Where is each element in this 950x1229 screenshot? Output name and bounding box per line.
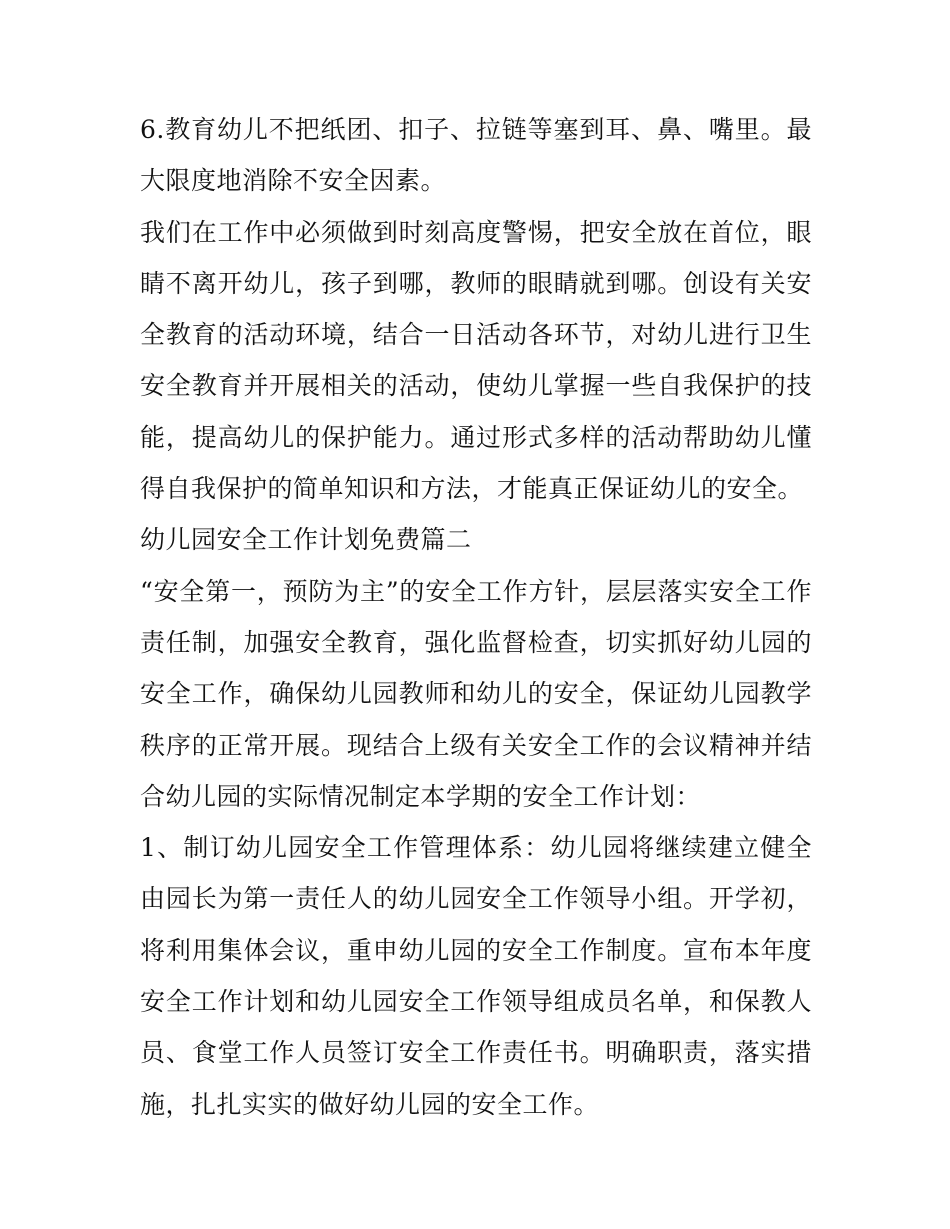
paragraph-teacher-vigilance: 我们在工作中必须做到时刻高度警惕，把安全放在首位，眼睛不离开幼儿，孩子到哪，教师的眼睛就到哪。创设有关安全教育的活动环境，结合一日活动各环节，对幼儿进行卫生安全教育并开展相关的活动，使幼儿掌握一些自我保护的技能，提高幼儿的保护能力。通过形式多样的活动帮助幼儿懂得自我保护的简单知识和方法，才能真正保证幼儿的安全。 <box>140 217 812 504</box>
paragraph-management-system: 1、制订幼儿园安全工作管理体系：幼儿园将继续建立健全由园长为第一责任人的幼儿园安全工作领导小组。开学初，将利用集体会议，重申幼儿园的安全工作制度。宣布本年度安全工作计划和幼儿园安全工作领导组成员名单，和保教人员、食堂工作人员签订安全工作责任书。明确职责，落实措施，扎扎实实的做好幼儿园的安全工作。 <box>140 833 812 1119</box>
section-heading: 幼儿园安全工作计划免费篇二 <box>140 525 472 555</box>
paragraph-safety-item-6: 6.教育幼儿不把纸团、扣子、拉链等塞到耳、鼻、嘴里。最大限度地消除不安全因素。 <box>140 115 812 196</box>
document-body <box>140 104 812 1130</box>
paragraph-safety-policy: “安全第一，预防为主”的安全工作方针，层层落实安全工作责任制，加强安全教育，强化监督检查，切实抓好幼儿园的安全工作，确保幼儿园教师和幼儿的安全，保证幼儿园教学秩序的正常开展。现结合上级有关安全工作的会议精神并结合幼儿园的实际情况制定本学期的安全工作计划： <box>140 576 812 811</box>
